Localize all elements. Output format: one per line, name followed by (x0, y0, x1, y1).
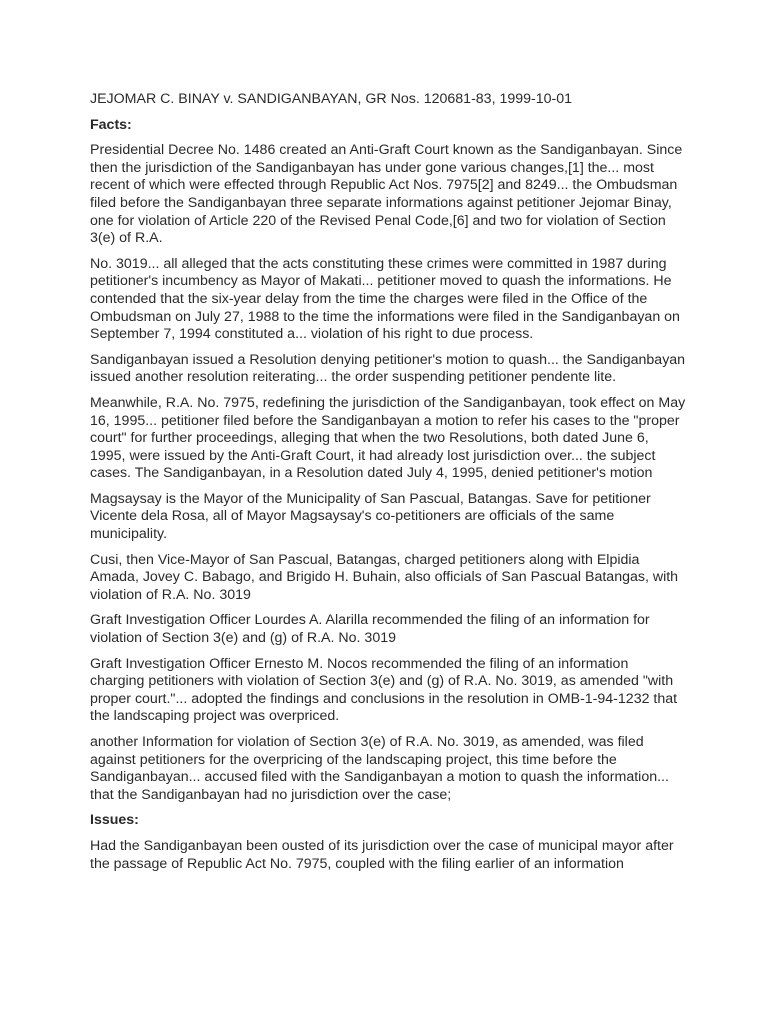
issues-paragraph: Had the Sandiganbayan been ousted of its jurisdiction over the case of municipal mayor after the passage of Republic Act No. 7975, coupled with the filing earlier of an information (90, 837, 674, 872)
facts-heading: Facts: (90, 116, 132, 133)
facts-paragraph: No. 3019... all alleged that the acts constituting these crimes were committed in 1987 during petitioner's incumbency as Mayor of Makati... petitioner moved to quash the informations. He contended that the six-year delay from the time the charges were filed in the Office of the Ombudsman on July 27, 1988 to the time the informations were filed in the Sandiganbayan on September 7, 1994 constituted a... violation of his right to due process. (90, 255, 680, 343)
facts-paragraph: Graft Investigation Officer Ernesto M. Nocos recommended the filing of an information charging petitioners with violation of Section 3(e) and (g) of R.A. No. 3019, as amended "with proper court."... adopted the findings and conclusions in the resolution in OMB-1-94-1232 that the landscaping project was overpriced. (90, 655, 678, 725)
facts-paragraph: Presidential Decree No. 1486 created an Anti-Graft Court known as the Sandiganbayan. Since then the jurisdiction of the Sandiganbayan has under gone various changes,[1] the... most recent of which were effected through Republic Act Nos. 7975[2] and 8249... the Ombudsman filed before the Sandiganbayan three separate informations against petitioner Jejomar Binay, one for violation of Article 220 of the Revised Penal Code,[6] and two for violation of Section 3(e) of R.A. (90, 142, 683, 247)
facts-paragraph: Cusi, then Vice-Mayor of San Pascual, Batangas, charged petitioners along with Elpidia Amada, Jovey C. Babago, and Brigido H. Buhain, also officials of San Pascual Batangas, with violation of R.A. No. 3019 (90, 551, 679, 603)
facts-paragraph: Graft Investigation Officer Lourdes A. Alarilla recommended the filing of an information for violation of Section 3(e) and (g) of R.A. No. 3019 (90, 612, 650, 647)
facts-paragraph: Magsaysay is the Mayor of the Municipality of San Pascual, Batangas. Save for petitioner Vicente dela Rosa, all of Mayor Magsaysay's co-petitioners are officials of the same municipality. (90, 490, 651, 543)
facts-paragraph: Meanwhile, R.A. No. 7975, redefining the jurisdiction of the Sandiganbayan, took effect on May 16, 1995... petitioner filed before the Sandiganbayan a motion to refer his cases to the "proper court" for further proceedings, alleging that when the two Resolutions, both dated June 6, 1995, were issued by the Anti-Graft Court, it had already lost jurisdiction over... the subject cases. The Sandiganbayan, in a Resolution dated July 4, 1995, denied petitioner's motion (90, 394, 686, 482)
facts-paragraph: another Information for violation of Section 3(e) of R.A. No. 3019, as amended, was filed against petitioners for the overpricing of the landscaping project, this time before the Sandiganbayan... accused filed with the Sandiganbayan a motion to quash the information... that the Sandiganbayan had no jurisdiction over the case; (90, 734, 669, 803)
facts-paragraph: Sandiganbayan issued a Resolution denying petitioner's motion to quash... the Sandiganbayan issued another resolution reiterating... the order suspending petitioner pendente lite. (90, 351, 686, 386)
issues-heading: Issues: (90, 812, 139, 829)
document-title: JEJOMAR C. BINAY v. SANDIGANBAYAN, GR Nos. 120681-83, 1999-10-01 (90, 91, 573, 107)
